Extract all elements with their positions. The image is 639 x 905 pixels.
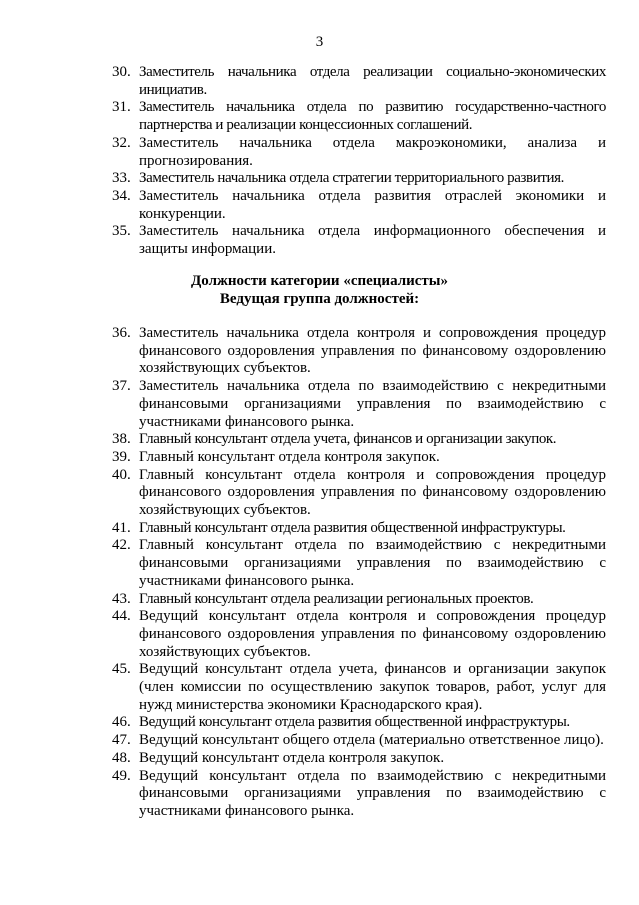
item-text: Главный консультант отдела контроля и сопровождения процедур финансового оздоровления управления по финансовому оздоровлению хозяйствующих субъектов. (139, 466, 606, 519)
item-number: 33. (112, 170, 131, 187)
list-item (112, 99, 606, 134)
list-item (112, 608, 606, 661)
list-item (112, 135, 606, 170)
item-number: 38. (112, 431, 131, 448)
list-item (112, 520, 606, 538)
item-number: 47. (112, 732, 131, 749)
item-number: 39. (112, 448, 131, 465)
list-item (112, 188, 606, 223)
list-item (112, 449, 606, 467)
list-item (112, 768, 606, 821)
item-text: Заместитель начальника отдела по развитию государственно-частного партнерства и реализации концессионных соглашений. (139, 99, 606, 134)
item-text: Главный консультант отдела учета, финансов и организации закупок. (139, 431, 557, 448)
item-number: 35. (112, 223, 131, 240)
list-item (112, 64, 606, 99)
page-number: 3 (315, 34, 324, 50)
list-item (112, 223, 606, 258)
item-number: 48. (112, 749, 131, 766)
item-text: Заместитель начальника отдела по взаимодействию с некредитными финансовыми организациями управления по взаимодействию с участниками финансового рынка. (139, 378, 606, 430)
item-number: 46. (112, 714, 131, 731)
item-number: 45. (112, 661, 131, 678)
item-text: Ведущий консультант отдела развития общественной инфраструктуры. (139, 714, 570, 731)
item-text: Ведущий консультант отдела по взаимодействию с некредитными финансовыми организациями управления по взаимодействию с участниками финансового рынка. (139, 767, 606, 819)
positions-list-top (112, 64, 606, 259)
item-text: Заместитель начальника отдела стратегии территориального развития. (139, 170, 564, 187)
item-number: 42. (112, 537, 131, 554)
item-number: 49. (112, 767, 131, 784)
list-item (112, 378, 606, 431)
list-item (112, 732, 606, 750)
item-number: 37. (112, 378, 131, 395)
list-item (112, 750, 606, 768)
list-item (112, 170, 606, 188)
item-text: Ведущий консультант отдела учета, финансов и организации закупок (член комиссии по осуществлению закупок товаров, работ, услуг для нужд министерства экономики Краснодарского края). (139, 661, 606, 713)
item-number: 40. (112, 466, 131, 483)
list-item (112, 537, 606, 590)
list-item (112, 325, 606, 378)
item-text: Ведущий консультант общего отдела (материально ответственное лицо). (139, 732, 604, 749)
list-item (112, 591, 606, 609)
item-text: Ведущий консультант отдела контроля закупок. (139, 749, 445, 766)
item-text: Главный консультант отдела по взаимодействию с некредитными финансовыми организациями управления по взаимодействию с участниками финансового рынка. (139, 537, 606, 589)
item-text: Заместитель начальника отдела макроэкономики, анализа и прогнозирования. (139, 134, 606, 169)
item-number: 31. (112, 99, 131, 116)
list-item (112, 467, 606, 520)
positions-list-bottom (112, 325, 606, 821)
item-text: Главный консультант отдела развития общественной инфраструктуры. (139, 519, 566, 536)
item-text: Заместитель начальника отдела контроля и сопровождения процедур финансового оздоровления управления по финансовому оздоровлению хозяйствующих субъектов. (139, 325, 606, 377)
item-text: Главный консультант отдела контроля закупок. (139, 448, 440, 465)
list-item (112, 661, 606, 714)
list-item (112, 431, 606, 449)
item-number: 41. (112, 519, 131, 536)
item-text: Заместитель начальника отдела информационного обеспечения и защиты информации. (139, 223, 606, 258)
item-number: 43. (112, 590, 131, 607)
item-number: 30. (112, 64, 131, 80)
item-text: Главный консультант отдела реализации региональных проектов. (139, 590, 534, 607)
group-heading: Ведущая группа должностей: (219, 291, 420, 307)
item-text: Заместитель начальника отдела реализации социально-экономических инициатив. (139, 64, 606, 98)
item-number: 34. (112, 187, 131, 204)
item-text: Заместитель начальника отдела развития отраслей экономики и конкуренции. (139, 187, 606, 222)
item-text: Ведущий консультант отдела контроля и сопровождения процедур финансового оздоровления управления по финансовому оздоровлению хозяйствующих субъектов. (139, 608, 606, 660)
item-number: 32. (112, 134, 131, 151)
item-number: 36. (112, 325, 131, 341)
item-number: 44. (112, 608, 131, 625)
section-heading: Должности категории «специалисты» (190, 273, 448, 289)
list-item (112, 714, 606, 732)
